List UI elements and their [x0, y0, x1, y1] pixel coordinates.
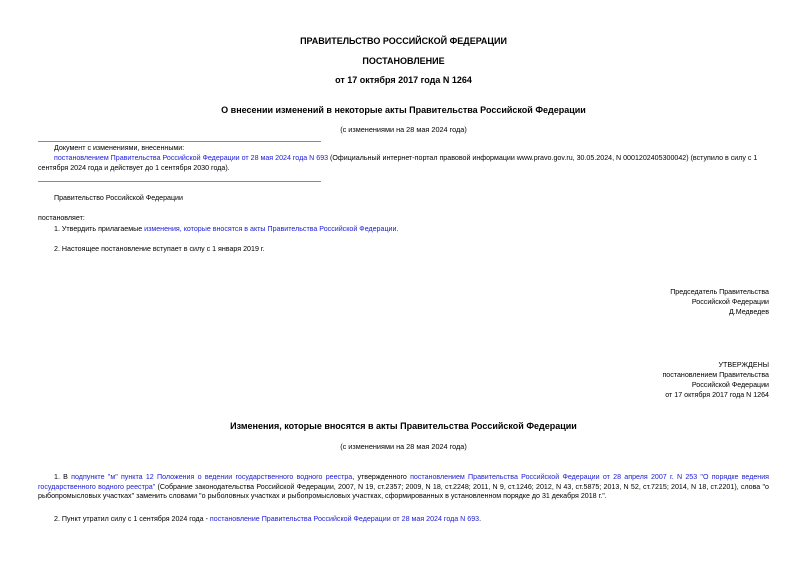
changes-annex-link[interactable]: изменения, которые вносятся в акты Правительства Российской Федерации [144, 225, 397, 233]
annex-p2-text: 2. Пункт утратил силу с 1 сентября 2024 года - [54, 515, 210, 523]
approved-by: постановлением Правительства [662, 371, 769, 379]
changes-intro: Документ с изменениями, внесенными: [54, 144, 185, 152]
doc-type-heading: ПОСТАНОВЛЕНИЕ [362, 56, 445, 66]
water-registry-clause-link[interactable]: подпункте "м" пункта 12 Положения о ведении государственного водного реестра [71, 473, 353, 481]
item-1-prefix: 1. Утвердить прилагаемые [54, 225, 145, 233]
government-line: Правительство Российской Федерации [54, 194, 183, 202]
decides-line: постановляет: [38, 214, 85, 222]
item-1 [54, 225, 398, 235]
annex-p2-suffix: . [479, 515, 482, 523]
changes-top-rule [38, 141, 321, 142]
signature-position: Председатель Правительства [670, 288, 769, 296]
signature-name: Д.Медведев [728, 308, 769, 316]
annex-paragraph-1 [38, 473, 769, 502]
item-1-suffix: . [396, 225, 399, 233]
changes-publication-info: (Официальный интернет-портал правовой информации www.pravo.gov.ru, 30.05.2024, N 0001202405300042) (вступило в силу с 1 [328, 154, 758, 162]
item-2: 2. Настоящее постановление вступает в силу с 1 января 2019 г. [54, 245, 265, 253]
annex-amended-note: (с изменениями на 28 мая 2024 года) [340, 442, 467, 451]
resolution-253-link[interactable]: постановлением Правительства Российской Федерации от 28 апреля 2007 г. N 253 "О порядке ведения государственного водного реестра" [38, 473, 770, 491]
approved-date-number: от 17 октября 2017 года N 1264 [665, 391, 769, 399]
annex-title: Изменения, которые вносятся в акты Правительства Российской Федерации [230, 421, 577, 431]
signature-org: Российской Федерации [691, 298, 769, 306]
amending-act-link[interactable]: постановлением Правительства Российской Федерации от 28 мая 2024 года N 693 [54, 154, 329, 162]
changes-line-2: сентября 2024 года и действует до 1 сентября 2030 года). [38, 164, 230, 172]
annex-p1-start: 1. В [54, 473, 72, 481]
annex-p1-end: (Собрание законодательства Российской Федерации, 2007, N 19, ст.2357; 2009, N 18, ст.2248; 2011, N 9, ст.1246; 2012, N 43, ст.5875; 2013, N 52, ст.7215; 2014, N 18, ст.2201), слова "о рыбопромысловых участках" заменить словами "о рыболовных участках и рыбопромысловых участках, сформированных в установленном порядке до 31 декабря 2018 г.". [38, 482, 769, 501]
org-heading: ПРАВИТЕЛЬСТВО РОССИЙСКОЙ ФЕДЕРАЦИИ [300, 36, 507, 46]
resolution-693-link[interactable]: постановление Правительства Российской Федерации от 28 мая 2024 года N 693 [209, 515, 480, 523]
changes-line-1 [54, 154, 757, 164]
annex-paragraph-2 [54, 515, 481, 525]
document-title: О внесении изменений в некоторые акты Правительства Российской Федерации [221, 105, 586, 115]
date-number-heading: от 17 октября 2017 года N 1264 [335, 75, 472, 85]
amended-note: (с изменениями на 28 мая 2024 года) [340, 125, 467, 134]
changes-bottom-rule [38, 181, 321, 182]
approved-label: УТВЕРЖДЕНЫ [718, 361, 769, 369]
approved-org: Российской Федерации [691, 381, 769, 389]
annex-p1-mid: , утвержденного [352, 473, 411, 481]
